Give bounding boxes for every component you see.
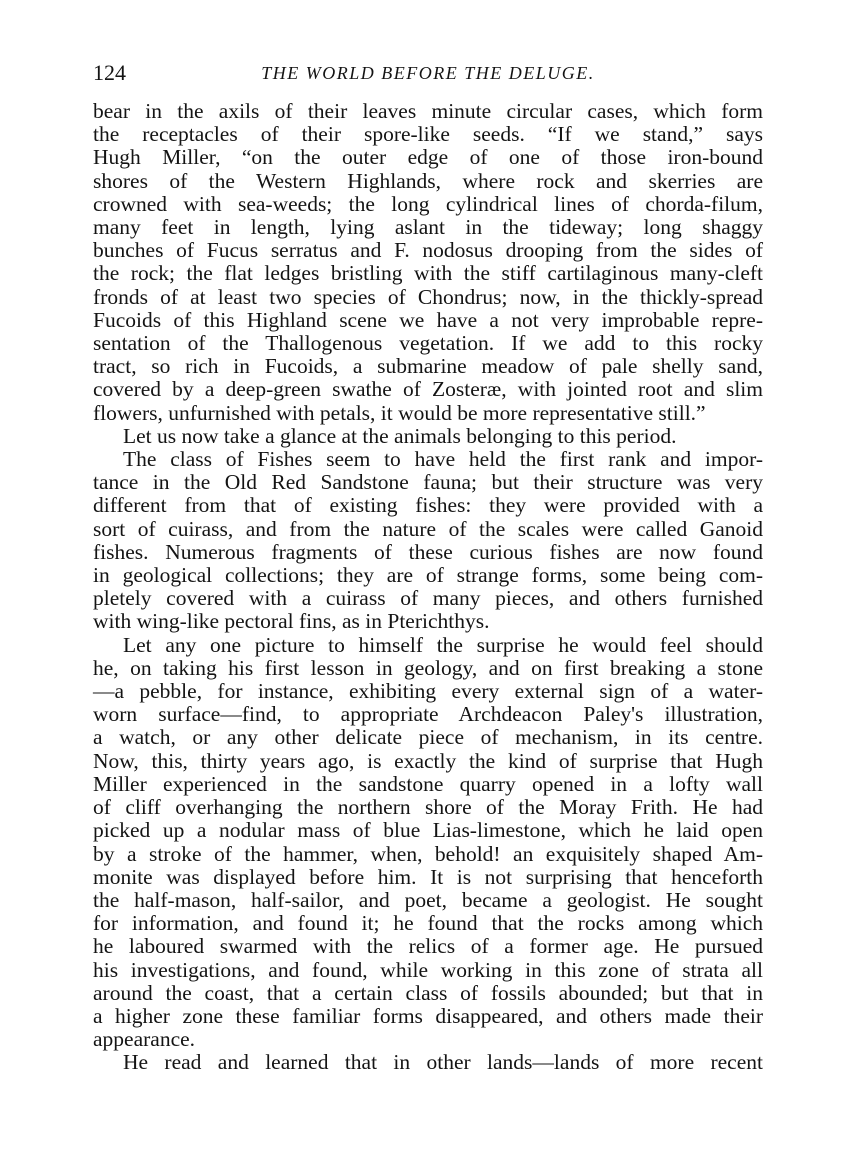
text-line: Let any one picture to himself the surprise he would feel should (123, 632, 763, 657)
paragraph (93, 425, 763, 448)
text-line: crowned with sea-weeds; the long cylindrical lines of chorda-filum, (93, 191, 763, 216)
text-line: bear in the axils of their leaves minute circular cases, which form (93, 99, 763, 123)
text-line: covered by a deep-green swathe of Zosteræ, with jointed root and slim (93, 377, 763, 402)
text-line: The class of Fishes seem to have held the first rank and impor- (123, 447, 763, 472)
text-line: picked up a nodular mass of blue Lias-limestone, which he laid open (93, 818, 763, 843)
text-line: Miller experienced in the sandstone quarry opened in a lofty wall (93, 771, 763, 796)
page-number: 124 (93, 60, 126, 85)
text-line: of cliff overhanging the northern shore of the Moray Frith. He had (93, 795, 763, 820)
text-line: tance in the Old Red Sandstone fauna; but their structure was very (93, 470, 763, 495)
page-body (93, 100, 763, 1075)
text-line: tract, so rich in Fucoids, a submarine meadow of pale shelly sand, (93, 354, 763, 379)
text-line: around the coast, that a certain class of fossils abounded; but that in (93, 980, 763, 1005)
text-line: bunches of Fucus serratus and F. nodosus drooping from the sides of (93, 238, 763, 263)
text-line: his investigations, and found, while working in this zone of strata all (93, 957, 763, 982)
text-line: sort of cuirass, and from the nature of the scales were called Ganoid (93, 516, 763, 541)
text-line: Let us now take a glance at the animals belonging to this period. (123, 423, 677, 448)
paragraph (93, 448, 763, 634)
text-line: for information, and found it; he found that the rocks among which (93, 911, 763, 936)
running-head: THE WORLD BEFORE THE DELUGE. (261, 63, 595, 83)
text-line: different from that of existing fishes: they were provided with a (93, 493, 763, 518)
text-line: Now, this, thirty years ago, is exactly the kind of surprise that Hugh (93, 748, 763, 773)
text-line: worn surface—find, to appropriate Archdeacon Paley's illustration, (93, 702, 763, 727)
text-line: many feet in length, lying aslant in the tideway; long shaggy (93, 215, 763, 240)
paragraph (93, 100, 763, 425)
page-header (93, 58, 763, 88)
text-line: fishes. Numerous fragments of these curious fishes are now found (93, 539, 763, 564)
text-line: sentation of the Thallogenous vegetation. If we add to this rocky (93, 331, 763, 356)
text-line: —a pebble, for instance, exhibiting every external sign of a water- (93, 679, 763, 704)
text-line: shores of the Western Highlands, where rock and skerries are (93, 168, 763, 193)
text-line: monite was displayed before him. It is not surprising that henceforth (93, 864, 763, 889)
text-line: a watch, or any other delicate piece of mechanism, in its centre. (93, 725, 763, 750)
text-line: by a stroke of the hammer, when, behold! an exquisitely shaped Am- (93, 841, 763, 866)
text-line: in geological collections; they are of strange forms, some being com- (93, 563, 763, 588)
text-line: Hugh Miller, “on the outer edge of one of those iron-bound (93, 145, 763, 170)
text-line: with wing-like pectoral fins, as in Pterichthys. (93, 609, 490, 634)
text-line: the half-mason, half-sailor, and poet, became a geologist. He sought (93, 887, 763, 912)
text-line: appearance. (93, 1027, 196, 1052)
text-line: pletely covered with a cuirass of many pieces, and others furnished (93, 586, 763, 611)
text-line: a higher zone these familiar forms disappeared, and others made their (93, 1003, 763, 1028)
paragraph (93, 634, 763, 1052)
text-line: he, on taking his first lesson in geology, and on first breaking a stone (93, 655, 763, 680)
text-line: the rock; the flat ledges bristling with the stiff cartilaginous many-cleft (93, 261, 763, 286)
text-line: he laboured swarmed with the relics of a former age. He pursued (93, 934, 763, 959)
text-line: flowers, unfurnished with petals, it would be more representative still.” (93, 400, 706, 425)
paragraph (93, 1051, 763, 1074)
text-line: Fucoids of this Highland scene we have a not very improbable repre- (93, 307, 763, 332)
text-line: fronds of at least two species of Chondrus; now, in the thickly-spread (93, 284, 763, 309)
text-line: He read and learned that in other lands—lands of more recent (123, 1050, 763, 1075)
text-line: the receptacles of their spore-like seeds. “If we stand,” says (93, 122, 763, 147)
